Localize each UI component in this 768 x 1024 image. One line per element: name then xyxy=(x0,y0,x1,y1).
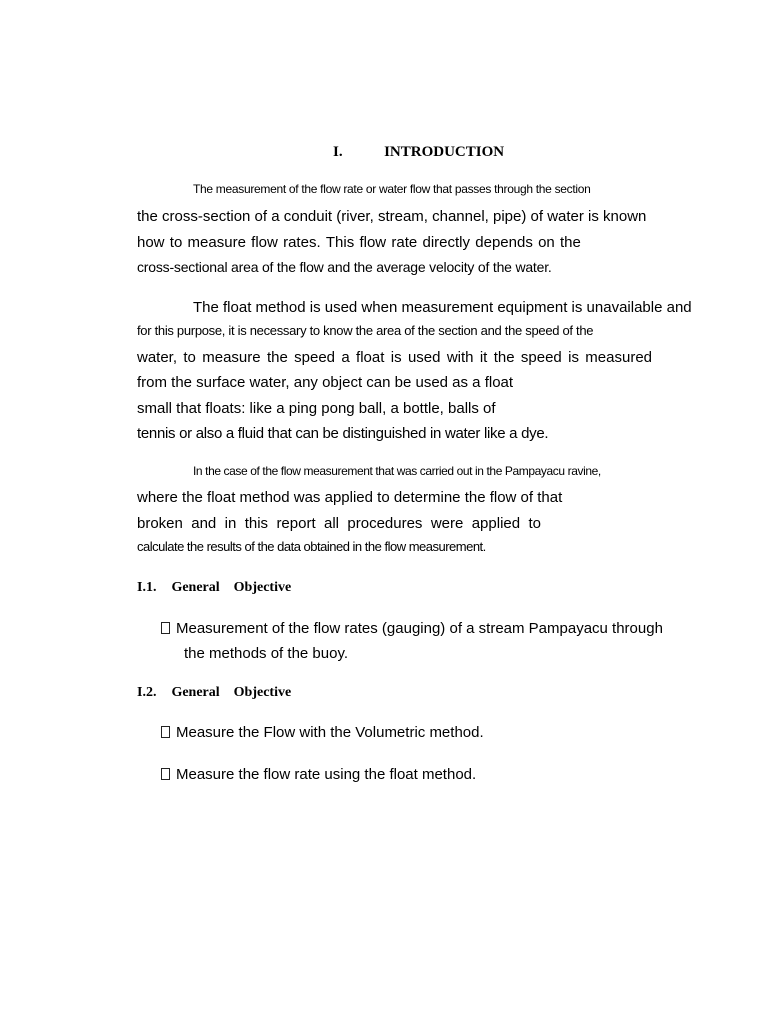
word: depends xyxy=(475,234,533,251)
section-1-bullet-line-1 xyxy=(161,620,663,637)
section-1-bullet-line-2: the methods of the buoy. xyxy=(184,645,348,662)
word: measured xyxy=(585,349,652,366)
paragraph-2-line-5: small that floats: like a ping pong ball, a bottle, balls of xyxy=(137,400,496,417)
section-2-number: I.2. xyxy=(137,685,157,700)
word: is xyxy=(568,349,579,366)
paragraph-2-line-6: tennis or also a fluid that can be distinguished in water like a dye. xyxy=(137,425,549,442)
section-2-bullet-1 xyxy=(161,724,484,741)
paragraph-2-line-3 xyxy=(137,349,652,366)
section-2-bullet-2 xyxy=(161,766,476,783)
word: in xyxy=(224,515,237,532)
word: is xyxy=(390,349,402,366)
word: flow xyxy=(359,234,387,251)
paragraph-1-line-2: the cross-section of a conduit (river, stream, channel, pipe) of water is known xyxy=(137,208,647,225)
paragraph-1-line-4: cross-sectional area of the flow and the average velocity of the water. xyxy=(137,259,552,275)
word: applied xyxy=(471,515,521,532)
paragraph-3-line-1: In the case of the flow measurement that was carried out in the Pampayacu ravine, xyxy=(193,464,601,478)
checkbox-bullet-icon xyxy=(161,768,170,780)
word: were xyxy=(430,515,464,532)
word: rates. xyxy=(283,234,321,251)
section-1-bullet-text: Measurement of the flow rates (gauging) of a stream Pampayacu through xyxy=(176,620,663,637)
word: with xyxy=(446,349,474,366)
word: flow xyxy=(251,234,278,251)
word: and xyxy=(191,515,217,532)
heading xyxy=(333,144,504,161)
section-2-title: General Objective xyxy=(171,685,292,700)
word: water, xyxy=(137,349,178,366)
checkbox-bullet-icon xyxy=(161,622,170,634)
section-1-heading xyxy=(137,580,291,596)
paragraph-2-line-2: for this purpose, it is necessary to know the area of the section and the speed of the xyxy=(137,323,594,338)
word: how xyxy=(137,234,165,251)
word: float xyxy=(356,349,385,366)
word: to xyxy=(169,234,183,251)
word: to xyxy=(528,515,541,532)
word: speed xyxy=(294,349,336,366)
section-1-number: I.1. xyxy=(137,580,157,595)
word: the xyxy=(560,234,581,251)
word: all xyxy=(324,515,340,532)
paragraph-1-line-1: The measurement of the flow rate or water flow that passes through the section xyxy=(193,182,591,196)
word: on xyxy=(538,234,555,251)
word: used xyxy=(407,349,441,366)
word: rate xyxy=(391,234,418,251)
heading-title: INTRODUCTION xyxy=(384,144,505,160)
word: This xyxy=(325,234,355,251)
paragraph-1-line-3 xyxy=(137,234,581,251)
word: procedures xyxy=(347,515,423,532)
paragraph-3-line-2: where the float method was applied to determine the flow of that xyxy=(137,489,563,506)
section-2-heading xyxy=(137,685,291,701)
paragraph-2-line-1: The float method is used when measurement equipment is unavailable and xyxy=(193,299,692,316)
word: measure xyxy=(187,234,246,251)
word: broken xyxy=(137,515,183,532)
checkbox-bullet-icon xyxy=(161,726,170,738)
word: to xyxy=(183,349,196,366)
paragraph-2-line-4: from the surface water, any object can be used as a float xyxy=(137,374,514,391)
word: report xyxy=(276,515,316,532)
section-2-bullet-2-text: Measure the flow rate using the float method. xyxy=(176,766,477,783)
word: this xyxy=(244,515,269,532)
paragraph-3-line-3 xyxy=(137,515,541,532)
word: directly xyxy=(422,234,471,251)
heading-number: I. xyxy=(333,144,343,160)
word: measure xyxy=(202,349,261,366)
section-2-bullet-1-text: Measure the Flow with the Volumetric method. xyxy=(176,724,484,741)
word: speed xyxy=(520,349,562,366)
section-1-title: General Objective xyxy=(171,580,292,595)
paragraph-3-line-4: calculate the results of the data obtained in the flow measurement. xyxy=(137,539,486,554)
word: the xyxy=(266,349,288,366)
word: the xyxy=(493,349,515,366)
word: it xyxy=(479,349,488,366)
word: a xyxy=(341,349,350,366)
